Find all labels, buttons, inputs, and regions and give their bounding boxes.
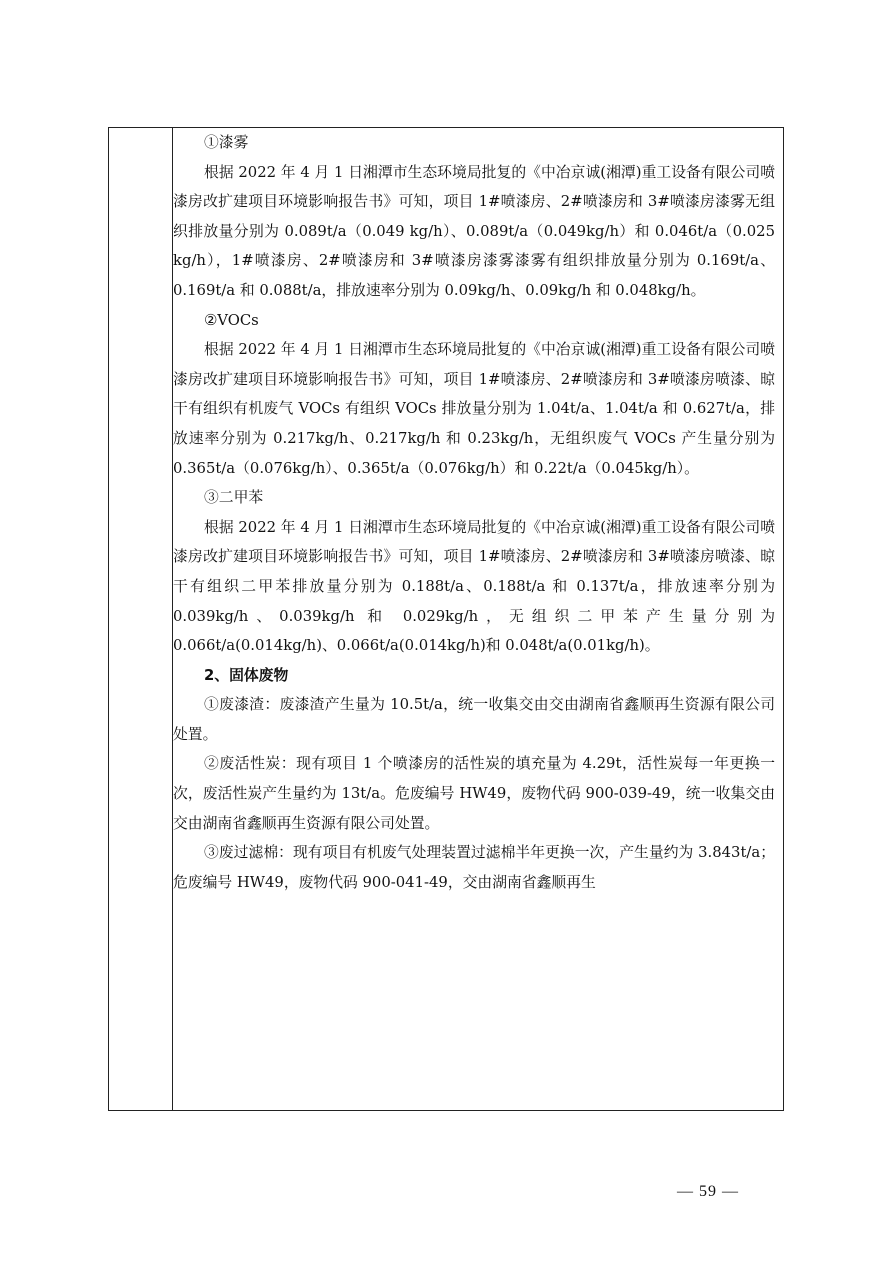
filter-cotton-paragraph: ③废过滤棉：现有项目有机废气处理装置过滤棉半年更换一次，产生量约为 3.843t/a；危废编号 HW49，废物代码 900-041-49，交由湖南省鑫顺再生 xyxy=(173,844,775,891)
paint-mist-paragraph: 根据 2022 年 4 月 1 日湘潭市生态环境局批复的《中冶京诚(湘潭)重工设备有限公司喷漆房改扩建项目环境影响报告书》可知，项目 1#喷漆房、2#喷漆房和 3#喷漆房漆雾无组织排放量分别为 0.089t/a（0.049 kg/h）、0.089t/a（0.049kg/h）和 0.046t/a（0.025 kg/h），1#喷漆房、2#喷漆房和 3#喷漆房漆雾漆雾有组织排放量分别为 0.169t/a、0.169t/a 和 0.088t/a，排放速率分别为 0.09kg/h、0.09kg/h 和 0.048kg/h。 xyxy=(173,163,775,299)
solid-waste-heading: 2、固体废物 xyxy=(204,666,289,684)
xylene-heading: ③二甲苯 xyxy=(204,489,264,507)
page-number: — 59 — xyxy=(677,1183,739,1200)
vocs-heading: ②VOCs xyxy=(204,311,259,329)
paint-mist-heading: ①漆雾 xyxy=(204,134,249,151)
paint-residue-paragraph: ①废漆渣：废漆渣产生量为 10.5t/a，统一收集交由交由湖南省鑫顺再生资源有限公司处置。 xyxy=(173,696,775,743)
table-content-cell xyxy=(173,128,775,897)
vocs-paragraph: 根据 2022 年 4 月 1 日湘潭市生态环境局批复的《中冶京诚(湘潭)重工设备有限公司喷漆房改扩建项目环境影响报告书》可知，项目 1#喷漆房、2#喷漆房和 3#喷漆房喷漆、晾干有组织有机废气 VOCs 有组织 VOCs 排放量分别为 1.04t/a、1.04t/a 和 0.627t/a，排放速率分别为 0.217kg/h、0.217kg/h 和 0.23kg/h，无组织废气 VOCs 产生量分别为 0.365t/a（0.076kg/h）、0.365t/a（0.076kg/h）和 0.22t/a（0.045kg/h）。 xyxy=(173,341,775,477)
xylene-paragraph: 根据 2022 年 4 月 1 日湘潭市生态环境局批复的《中冶京诚(湘潭)重工设备有限公司喷漆房改扩建项目环境影响报告书》可知，项目 1#喷漆房、2#喷漆房和 3#喷漆房喷漆、晾干有组织二甲苯排放量分别为 0.188t/a、0.188t/a 和 0.137t/a，排放速率分别为 0.039kg/h、0.039kg/h 和 0.029kg/h，无组织二甲苯产生量分别为 0.066t/a(0.014kg/h)、0.066t/a(0.014kg/h)和 0.048t/a(0.01kg/h)。 xyxy=(173,518,775,655)
activated-carbon-paragraph: ②废活性炭：现有项目 1 个喷漆房的活性炭的填充量为 4.29t，活性炭每一年更换一次，废活性炭产生量约为 13t/a。危废编号 HW49，废物代码 900-039-49，统一收集交由交由湖南省鑫顺再生资源有限公司处置。 xyxy=(173,755,775,832)
